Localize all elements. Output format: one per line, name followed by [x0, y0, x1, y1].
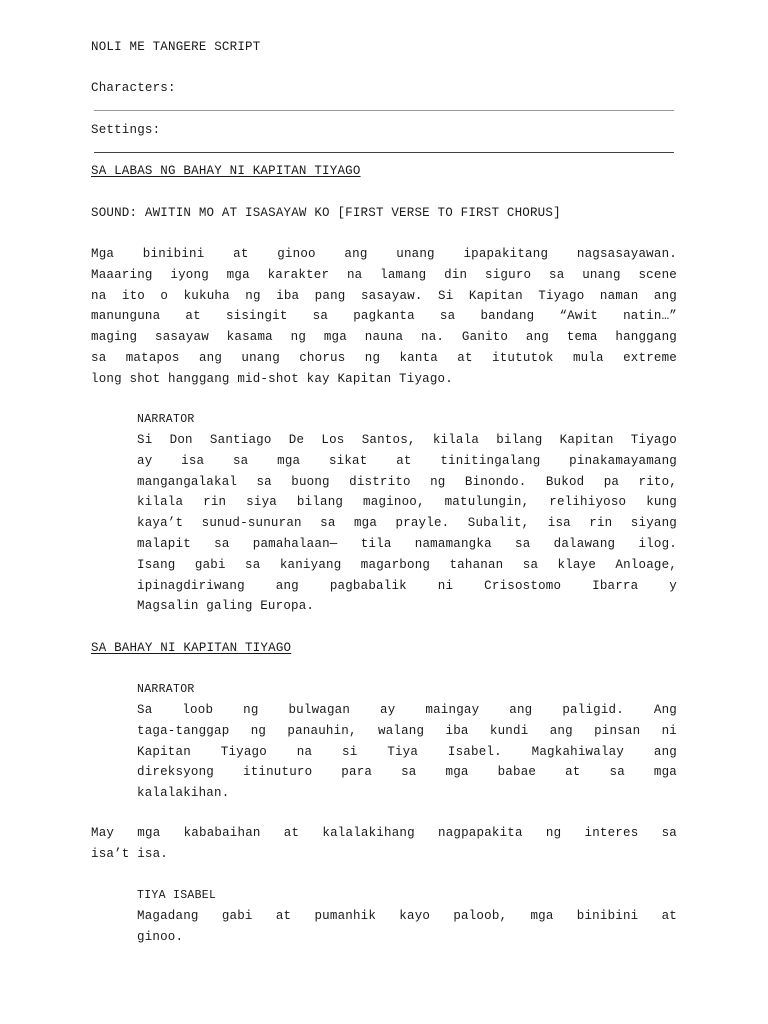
- narrator2-line: taga-tanggap ng panauhin, walang iba kundi ang pinsan ni: [137, 723, 677, 738]
- tiya-line: ginoo.: [137, 929, 184, 944]
- narrator1-line: mangangalakal sa buong distrito ng Binondo. Bukod pa rito,: [137, 474, 677, 489]
- narrator2-line: Kapitan Tiyago na si Tiya Isabel. Magkahiwalay ang: [137, 744, 677, 759]
- tiya-isabel-dialog: [137, 906, 677, 948]
- direction1-line: sa matapos ang unang chorus ng kanta at itututok mula extreme: [91, 350, 677, 365]
- direction1-line: Mga binibini at ginoo ang unang ipapakitang nagsasayawan.: [91, 247, 677, 261]
- narrator2-line: Sa loob ng bulwagan ay maingay ang paligid. Ang: [137, 703, 677, 717]
- narrator1-line: malapit sa pamahalaan— tila namamangka sa dalawang ilog.: [137, 536, 677, 551]
- stage-direction-2: [91, 823, 677, 865]
- narrator1-line: kaya’t sunud-sunuran sa mga prayle. Subalit, isa rin siyang: [137, 516, 677, 531]
- narrator1-line: ay isa sa mga sikat at tinitingalang pinakamayamang: [137, 453, 677, 468]
- narrator2-line: kalalakihan.: [137, 786, 230, 801]
- speaker-narrator-1: NARRATOR: [137, 413, 195, 426]
- direction1-line: manunguna at sisingit sa pagkanta sa bandang “Awit natin…”: [91, 309, 677, 324]
- document-title: NOLI ME TANGERE SCRIPT: [91, 40, 261, 54]
- narrator1-line: kilala rin siya bilang maginoo, matulungin, relihiyoso kung: [137, 495, 677, 510]
- speaker-tiya-isabel: TIYA ISABEL: [137, 889, 217, 902]
- scene-heading-outside: SA LABAS NG BAHAY NI KAPITAN TIYAGO: [91, 164, 361, 178]
- settings-rule: [94, 152, 674, 153]
- direction2-line: isa’t isa.: [91, 846, 169, 861]
- direction2-line: May mga kababaihan at kalalakihang nagpapakita ng interes sa: [91, 826, 677, 840]
- settings-label: Settings:: [91, 123, 161, 137]
- characters-label: Characters:: [91, 81, 176, 95]
- narrator1-line: ipinagdiriwang ang pagbabalik ni Crisostomo Ibarra y: [137, 578, 677, 593]
- tiya-line: Magadang gabi at pumanhik kayo paloob, mga binibini at: [137, 909, 677, 923]
- scene-heading-inside: SA BAHAY NI KAPITAN TIYAGO: [91, 641, 292, 655]
- narrator-dialog-2: [137, 700, 677, 804]
- sound-cue: SOUND: AWITIN MO AT ISASAYAW KO [FIRST VERSE TO FIRST CHORUS]: [91, 206, 561, 220]
- direction1-line: long shot hanggang mid-shot kay Kapitan Tiyago.: [91, 371, 453, 386]
- narrator1-line: Si Don Santiago De Los Santos, kilala bilang Kapitan Tiyago: [137, 433, 677, 447]
- characters-rule: [94, 110, 674, 111]
- stage-direction-1: [91, 244, 677, 390]
- narrator1-line: Magsalin galing Europa.: [137, 599, 315, 614]
- direction1-line: Maaaring iyong mga karakter na lamang din siguro sa unang scene: [91, 267, 677, 282]
- speaker-narrator-2: NARRATOR: [137, 683, 195, 696]
- narrator1-line: Isang gabi sa kaniyang magarbong tahanan sa klaye Anloage,: [137, 557, 677, 572]
- direction1-line: na ito o kukuha ng iba pang sasayaw. Si Kapitan Tiyago naman ang: [91, 288, 677, 303]
- narrator2-line: direksyong itinuturo para sa mga babae at sa mga: [137, 765, 677, 780]
- direction1-line: maging sasayaw kasama ng mga nauna na. Ganito ang tema hanggang: [91, 330, 677, 345]
- narrator-dialog-1: [137, 430, 677, 617]
